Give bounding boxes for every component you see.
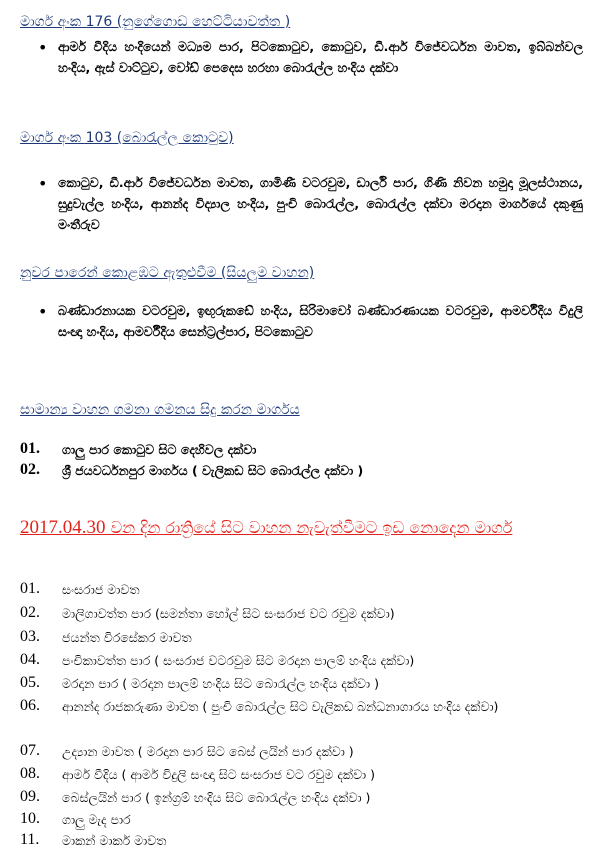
closed-item-number: 10. <box>20 810 40 827</box>
normal-traffic-heading: සාමාන්‍ය වාහන ගමනා ගමනය සිදු කරන මාර්ගය <box>20 402 300 418</box>
closed-item-text: ජයන්ත විරසේකර මාවත <box>62 630 192 645</box>
normal-item-text: ශ්‍රී ජයවර්ධනපුර මාර්ගය ( වැලිකඩ සිට බොරැල්ල දක්වා ) <box>62 463 364 478</box>
no-parking-title: වන දින රාත්‍රියේ සිට වාහන නැවැත්වීමට ඉඩ නොදෙන මාර්ග <box>105 518 513 537</box>
closed-item-text: උද්‍යාන මාවත ( මරදාන පාර සිට බෙස් ලයින් පාර දක්වා ) <box>62 744 354 759</box>
closed-item-number: 04. <box>20 651 40 668</box>
bullet-icon: • <box>38 174 48 193</box>
closed-item-text: සංසරාජ මාවත <box>62 582 140 597</box>
closed-item-text: මාකන් මාකර් මාවත <box>62 833 167 848</box>
route-103-description: කොටුව, ඩී.ආර් විජේවර්ධන මාවත, ගාමිණී වටරවුම, ඩාර්ලි පාර, ගිණි නිවන හමුදා මූලස්ථානය, සුදුවැල්ල හංදිය, ආනන්ද විද්‍යාල හංදිය, පුංචි බොරැල්ල, බොරැල්ල දක්වා මරදාන මාර්ගයේ දකුණු මංතීරුව <box>58 175 583 232</box>
closed-item-number: 09. <box>20 788 40 805</box>
closed-item-text: මාලිගාවත්ත පාර (සමන්තා හෝල් සිට සංසරාජ වට රවුම දක්වා) <box>62 606 395 621</box>
normal-item-text: ගාලු පාර කොටුව සිට දෙහිවල දක්වා <box>62 442 257 457</box>
kandy-entry-heading: නුවර පාරෙන් කොළඹට ඇතුළුවීම (සියලුම වාහන) <box>20 265 315 281</box>
closed-item-text: පංචිකාවත්ත පාර ( සංසරාජ වටරවුම සිට මරදාන පාලම් හංදිය දක්වා) <box>62 653 415 668</box>
closed-item-number: 07. <box>20 742 40 759</box>
closed-item-number: 11. <box>20 831 40 848</box>
closed-item-number: 03. <box>20 628 40 645</box>
route-176-description: ආමර් වීදිය හංදියෙන් මධ්‍යම පාර, පිටකොටුව, කොටුව, ඩී.ආර් විජේවර්ධන මාවත, ඉබ්බන්වල හංදිය, ඇස් වාට්ටුව, වෝඩ් පෙදෙස හරහා බොරැල්ල හංදිය දක්වා <box>58 39 583 75</box>
closed-item-text: ගාලු මැද පාර <box>62 812 131 827</box>
closed-item-number: 06. <box>20 697 40 714</box>
closed-item-text: මරදාන පාර ( මරදාන පාලම් හංදිය සිට බොරැල්ල හංදිය දක්වා ) <box>62 676 379 691</box>
bullet-icon: • <box>38 302 48 321</box>
normal-item-number: 02. <box>20 461 40 478</box>
closed-item-number: 01. <box>20 580 40 597</box>
no-parking-heading <box>20 516 585 540</box>
no-parking-date: 2017.04.30 <box>20 517 106 538</box>
bullet-icon: • <box>38 38 48 57</box>
route-176-heading: මාර්ග අංක 176 (නුගේගොඩ හෙට්ටියාවත්ත ) <box>20 14 291 30</box>
closed-item-text: ආනන්ද රාජකරුණා මාවත ( පුංචි බොරැල්ල සිට වැලිකඩ බන්ධනාගාරය හංදිය දක්වා) <box>62 699 499 714</box>
closed-item-text: බෙස්ලයින් පාර ( ඉන්ග්‍රම් හංදිය සිට බොරැල්ල හංදිය දක්වා ) <box>62 790 371 805</box>
closed-item-number: 05. <box>20 674 40 691</box>
closed-item-text: ආමර් වීදිය ( ආමර් විදුලි සංඥා සිට සංසරාජ වට රවුම දක්වා ) <box>62 767 376 782</box>
normal-item-number: 01. <box>20 440 40 457</box>
route-103-heading: මාර්ග අංක 103 (බොරැල්ල කොටුව) <box>20 130 234 146</box>
closed-item-number: 08. <box>20 765 40 782</box>
kandy-entry-description: බණ්ඩාරනායක වටරවුම, ඉඟුරුකඩේ හංදිය, සිරිමාවෝ බණ්ඩාරණායක වටරවුම, ආමර්වීදිය විදුලි සංඥා හංදිය, ආමර්වීදිය සෙන්ට්‍රල්පාර, පිටකොටුව <box>58 303 583 339</box>
closed-item-number: 02. <box>20 604 40 621</box>
